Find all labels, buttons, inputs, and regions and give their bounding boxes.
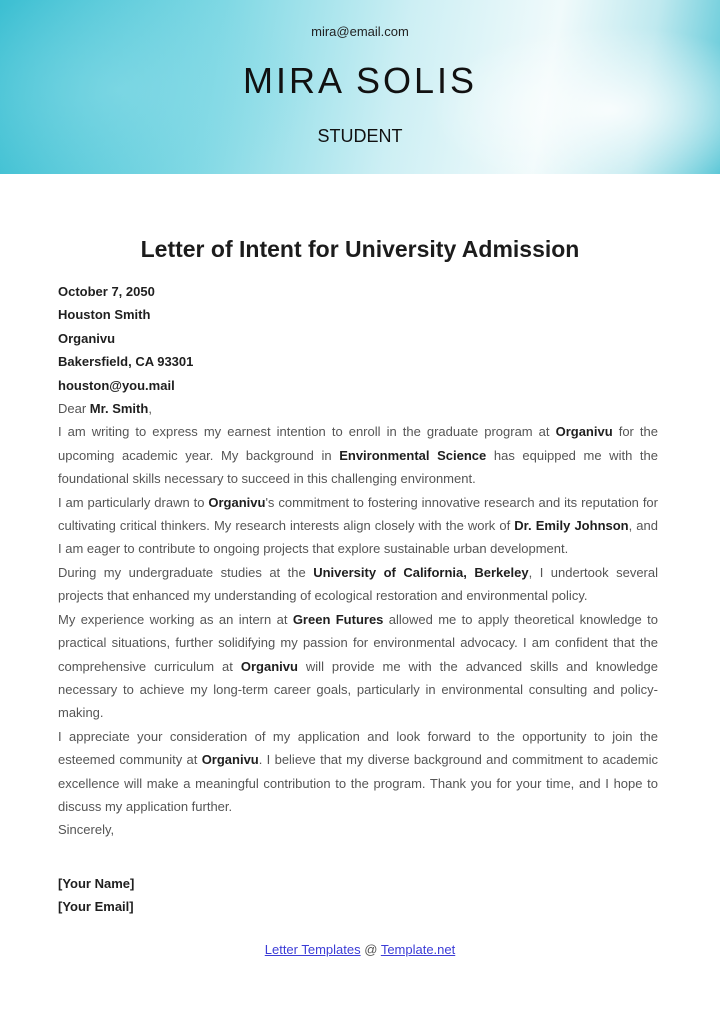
letter-date: October 7, 2050 (58, 284, 155, 299)
paragraph-5: I appreciate your consideration of my application and look forward to the opportunity to join the esteemed community at Organivu. I believe that my diverse background and commitment to academic excellence will make a meaningful contribution to the program. Thank you for your time, and I hope to discuss my application further. (58, 728, 658, 814)
paragraph-1: I am writing to express my earnest intention to enroll in the graduate program at Organivu for the upcoming academic year. My background in Environmental Science has equipped me with the foundational skills necessary to succeed in this challenging environment. (58, 424, 658, 487)
letter-body (58, 280, 658, 919)
paragraph-3: During my undergraduate studies at the University of California, Berkeley, I undertook several projects that enhanced my understanding of ecological restoration and environmental policy. (58, 564, 659, 604)
footer-separator: @ (360, 942, 381, 957)
footer-credit (0, 942, 720, 957)
signature-name: [Your Name] (58, 875, 135, 891)
letter-header (0, 0, 720, 174)
letter-title: Letter of Intent for University Admission (140, 236, 580, 262)
paragraph-4: My experience working as an intern at Green Futures allowed me to apply theoretical knowledge to practical situations, further solidifying my passion for environmental advocacy. I am confident that the comprehensive curriculum at Organivu will provide me with the advanced skills and knowledge necessary to achieve my long-term career goals, particularly in environmental consulting and policy-making. (58, 611, 658, 721)
salutation: Dear Mr. Smith, (58, 401, 152, 417)
header-role: STUDENT (317, 126, 403, 146)
paragraph-2: I am particularly drawn to Organivu's commitment to fostering innovative research and its reputation for cultivating critical thinkers. My research interests align closely with the work of Dr. Emily Johnson, and I am eager to contribute to ongoing projects that explore sustainable urban development. (58, 494, 658, 557)
header-email: mira@email.com (311, 24, 409, 39)
recipient-city: Bakersfield, CA 93301 (58, 354, 194, 370)
recipient-organization: Organivu (58, 330, 116, 346)
recipient-email: houston@you.mail (58, 377, 175, 393)
template-net-link[interactable]: Template.net (380, 942, 456, 957)
signature-email: [Your Email] (58, 899, 134, 915)
closing: Sincerely, (58, 822, 115, 838)
letter-templates-link[interactable]: Letter Templates (264, 942, 361, 957)
header-name: MIRA SOLIS (242, 60, 478, 101)
recipient-name: Houston Smith (58, 307, 151, 323)
